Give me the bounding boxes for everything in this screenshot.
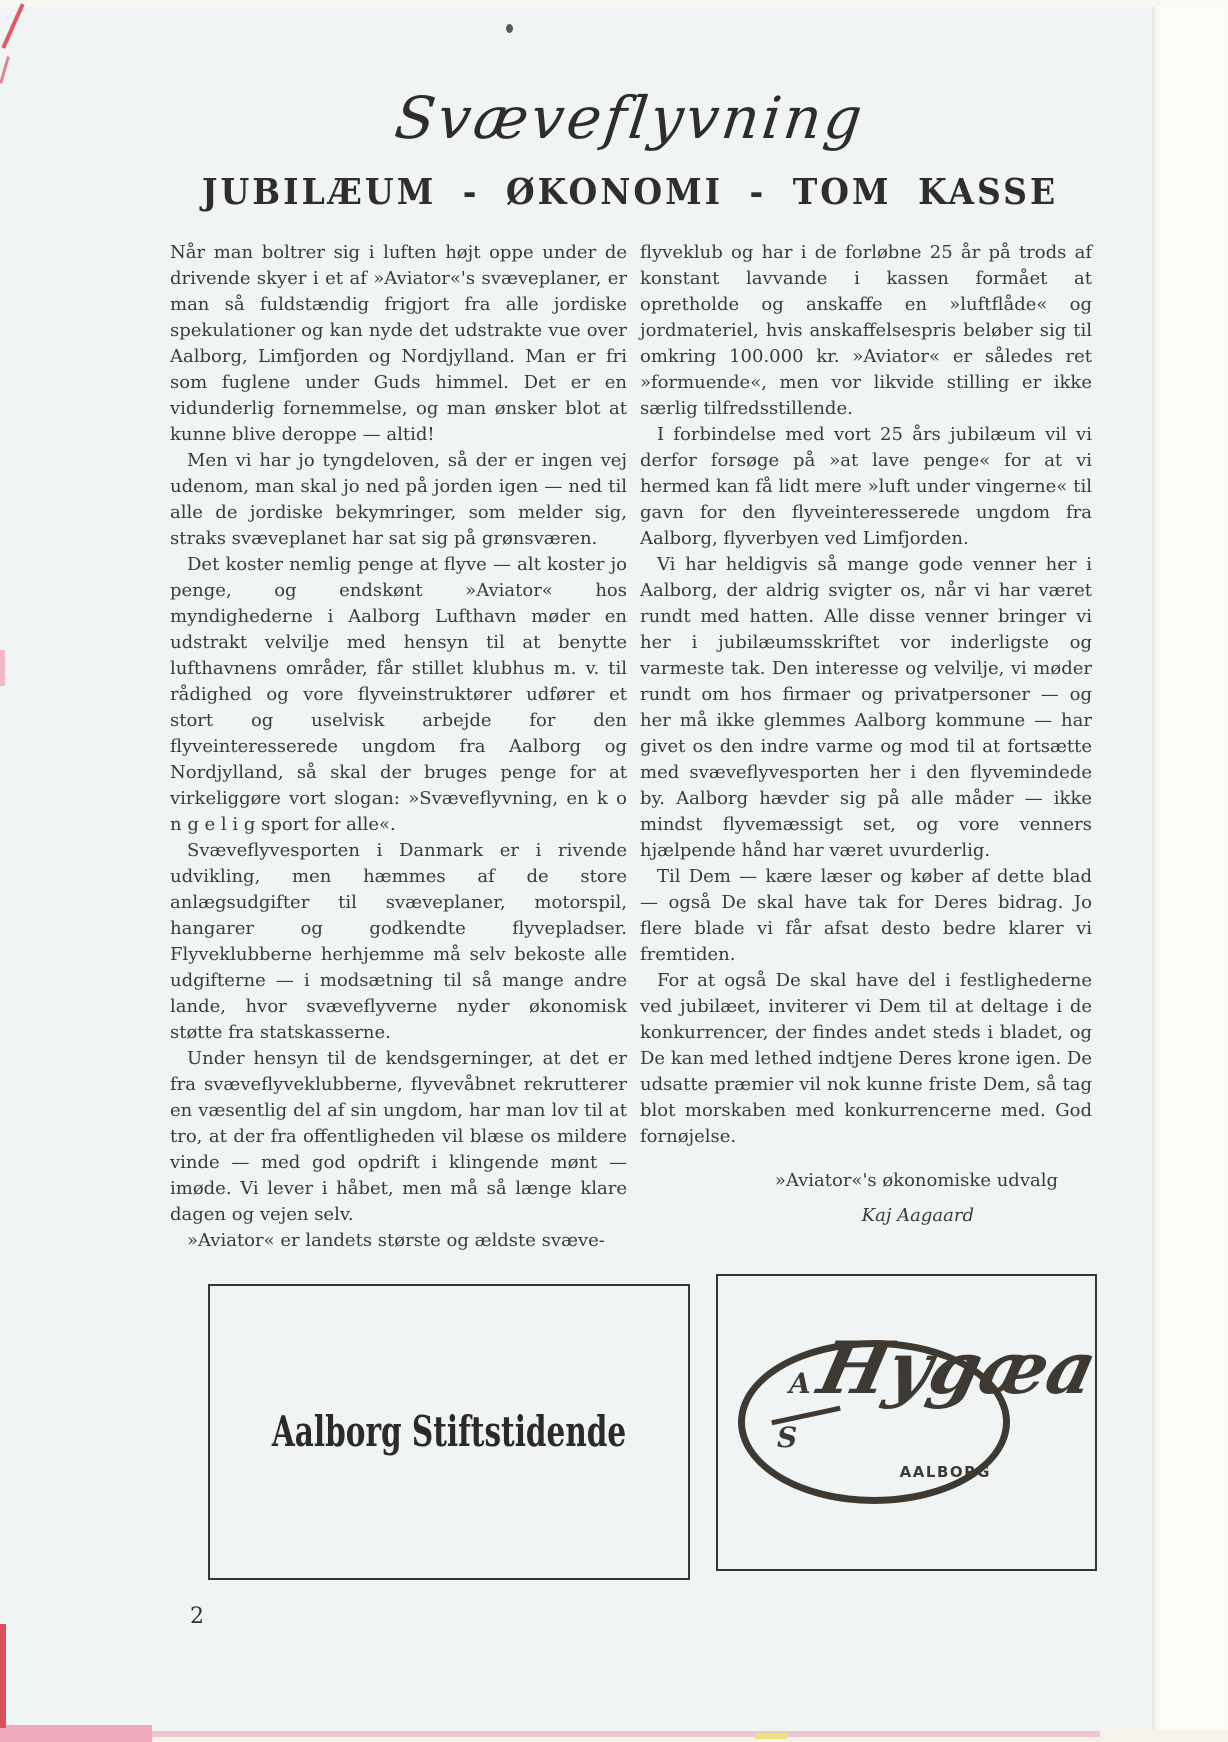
scan-artifact [755, 1733, 787, 1739]
article-right-column [640, 240, 1092, 1229]
scan-artifact [0, 1725, 152, 1742]
ad-aalborg-stiftstidende [208, 1284, 690, 1580]
paragraph: flyveklub og har i de forløbne 25 år på trods af konstant lavvande i kassen formået at opretholde og anskaffe en »luftflåde« og jordmateriel, hvis anskaffelsespris beløber sig til omkring 100.000 kr. »Aviator« er således ret »formuende«, men vor likvide stilling er ikke særlig tilfredsstillende. [640, 242, 1092, 419]
hygaea-as-s: S [777, 1421, 798, 1454]
scan-artifact [0, 0, 1228, 7]
page-title: Svæveflyvning [391, 84, 869, 152]
article-left-column [170, 240, 627, 1254]
paragraph: For at også De skal have del i festlighederne ved jubilæet, inviterer vi Dem til at deltage i de konkurrencer, der findes andet steds i bladet, og De kan med lethed indtjene Deres krone igen. De udsatte præmier vil nok kunne friste Dem, så tag blot morskaben med konkurrencerne med. God fornøjelse. [640, 970, 1092, 1147]
scan-artifact [1, 3, 24, 48]
page-number: 2 [190, 1604, 204, 1629]
ad-stiftstidende-wordmark: Aalborg Stiftstidende [271, 1407, 627, 1457]
signature-name: Kaj Aagaard [861, 1205, 974, 1226]
paragraph: I forbindelse med vort 25 års jubilæum vil vi derfor forsøge på »at lave penge« for at vi hermed kan få lidt mere »luft under vingerne« til gavn for den flyveinteresserede ungdom fra Aalborg, flyverbyen ved Limfjorden. [640, 424, 1092, 549]
paragraph: Det koster nemlig penge at flyve — alt koster jo penge, og endskønt »Aviator« hos myndighederne i Aalborg Lufthavn møder en udstrakt velvilje med hensyn til at benytte lufthavnens områder, får stillet klubhus m. v. til rådighed og vore flyveinstruktører udfører et stort og uselvisk arbejde for den flyveinteresserede ungdom fra Aalborg og Nordjylland, så skal der bruges penge for at virkeliggøre vort slogan: »Svæveflyvning, en k o n g e l i g sport for alle«. [170, 554, 627, 835]
paragraph: Til Dem — kære læser og køber af dette blad — også De skal have tak for Deres bidrag. Jo flere blade vi får afsat desto bedre klarer vi fremtiden. [640, 866, 1092, 965]
signature-role: »Aviator«'s økonomiske udvalg [774, 1170, 1058, 1191]
scan-artifact [0, 650, 5, 686]
scan-artifact [0, 56, 10, 84]
scan-artifact [0, 1624, 6, 1728]
paragraph: Under hensyn til de kendsgerninger, at det er fra svæveflyveklubberne, flyvevåbnet rekrutterer en væsentlig del af sin ungdom, har man lov til at tro, at der fra offentligheden vil blæse os mildere vinde — med god opdrift i klingende mønt — imøde. Vi lever i håbet, men må så længe klare dagen og vejen selv. [170, 1048, 627, 1225]
scan-artifact [1152, 0, 1228, 1742]
paragraph: Svæveflyvesporten i Danmark er i rivende udvikling, men hæmmes af de store anlægsudgifter til svæveplaner, motorspil, hangarer og godkendte flyvepladser. Flyveklubberne herhjemme må selv bekoste alle udgifterne — i modsætning til så mange andre lande, hvor svæveflyverne nyder økonomisk støtte fra statskasserne. [170, 840, 627, 1043]
scan-artifact [140, 1731, 1100, 1737]
paragraph: Vi har heldigvis så mange gode venner her i Aalborg, der aldrig svigter os, når vi har været rundt med hatten. Alle disse venner bringer vi her i jubilæumsskriftet vor inderligste og varmeste tak. Den interesse og velvilje, vi møder rundt om hos firmaer og privatpersoner — og her må ikke glemmes Aalborg kommune — har givet os den indre varme og mod til at fortsætte med svæveflyvesporten her i den flyvemindede by. Aalborg hævder sig på alle måder — ikke mindst flyvemæssigt set, og vore venners hjælpende hånd har været uvurderlig. [640, 554, 1092, 861]
ad-hygaea [716, 1274, 1105, 1571]
paragraph: Når man boltrer sig i luften højt oppe under de drivende skyer i et af »Aviator«'s svæveplaner, er man så fuldstændig frigjort fra alle jordiske spekulationer og kan nyde det udstrakte vue over Aalborg, Limfjorden og Nordjylland. Man er fri som fuglene under Guds himmel. Det er en vidunderlig fornemmelse, og man ønsker blot at kunne blive deroppe — altid! [170, 242, 627, 445]
hygaea-as-a: A [789, 1367, 811, 1400]
scan-artifact [506, 24, 513, 33]
paragraph: »Aviator« er landets største og ældste svæve- [187, 1230, 605, 1251]
article-headline: JUBILÆUM - ØKONOMI - TOM KASSE [201, 170, 1059, 213]
paragraph: Men vi har jo tyngdeloven, så der er ingen vej udenom, man skal jo ned på jorden igen — ned til alle de jordiske bekymringer, som melder sig, straks svæveplanet har sat sig på grønsværen. [170, 450, 627, 549]
hygaea-wordmark: Hygæa [811, 1325, 1105, 1410]
hygaea-city-label: AALBORG [899, 1463, 991, 1481]
hygaea-logo [738, 1325, 1105, 1504]
